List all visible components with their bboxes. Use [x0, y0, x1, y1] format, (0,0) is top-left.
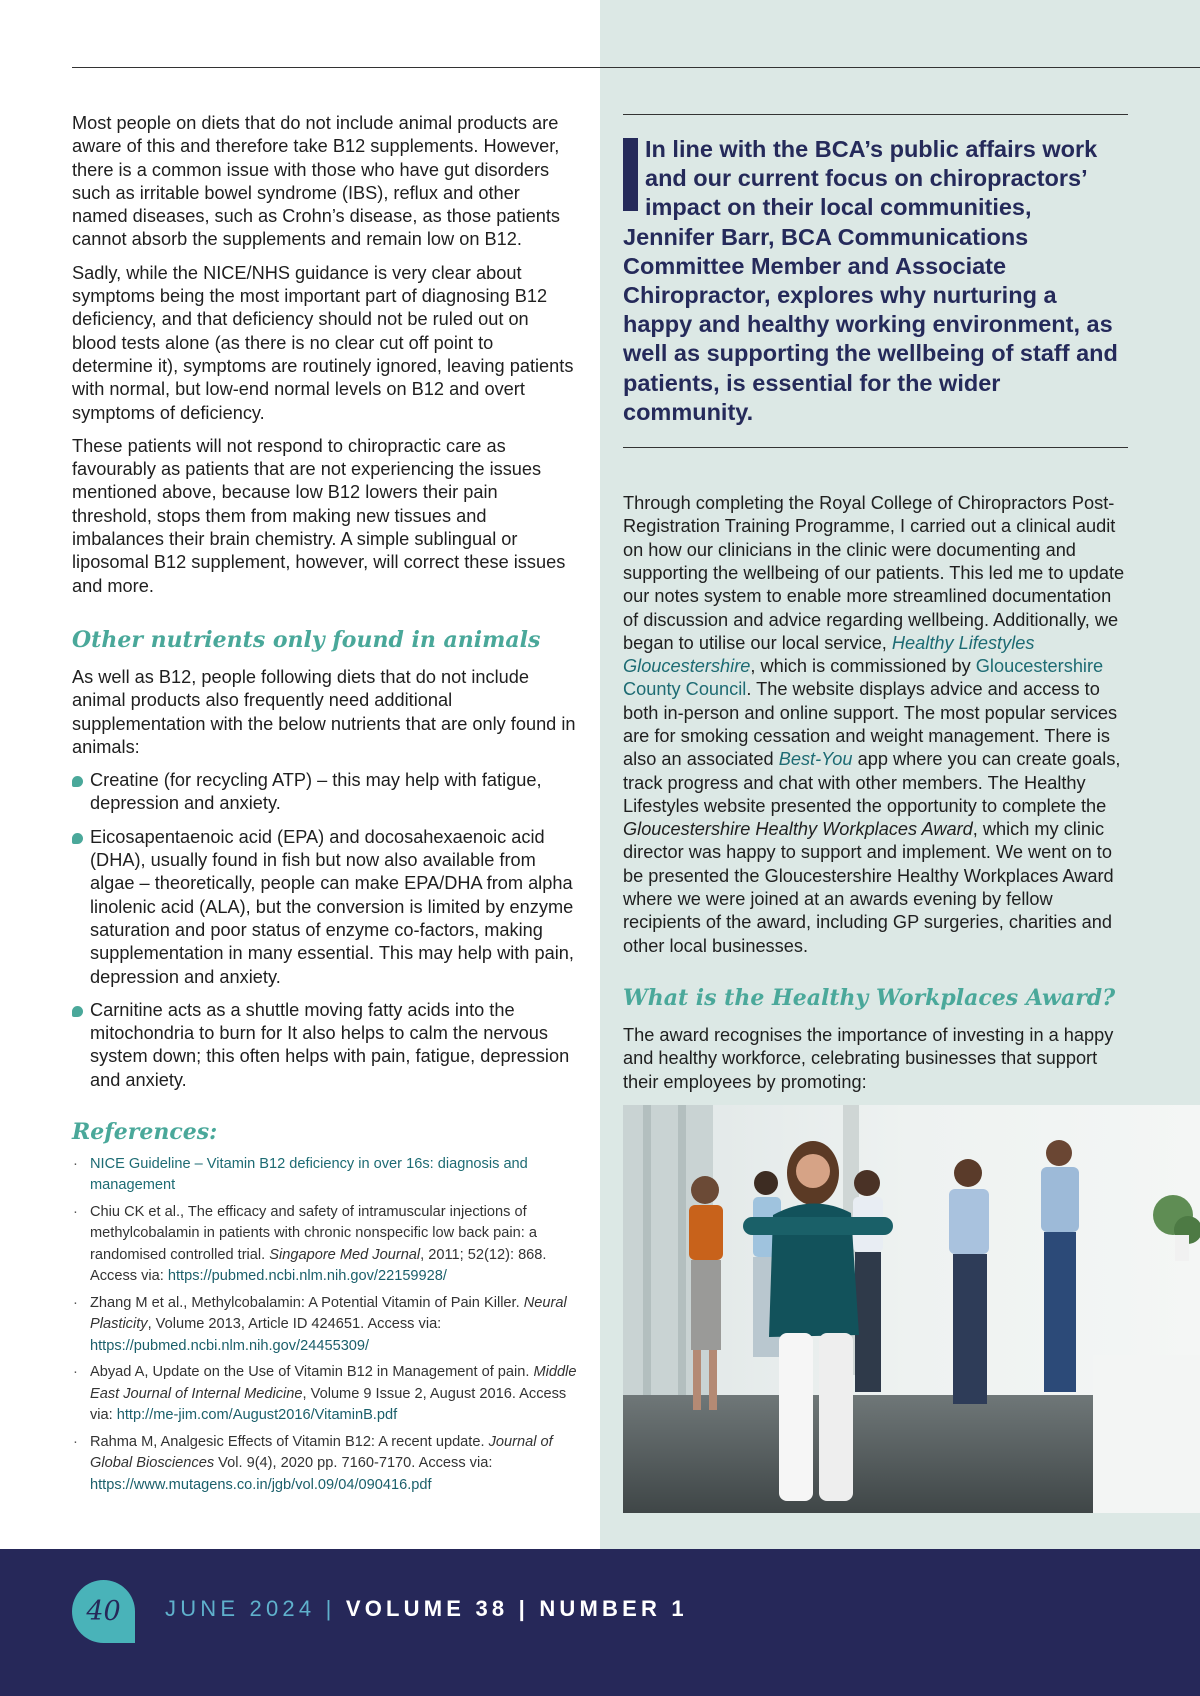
list-item	[72, 999, 577, 1092]
award-name: Gloucestershire Healthy Workplaces Award	[623, 819, 973, 840]
paragraph-other-nutrients: As well as B12, people following diets that do not include animal products also frequently need additional supplementation with the below nutrients that are only found in animals:	[72, 666, 576, 757]
drop-cap-bar	[623, 138, 638, 211]
middot-icon: ·	[73, 1433, 78, 1450]
paragraph-nice-guidance: Sadly, while the NICE/NHS guidance is very clear about symptoms being the most important part of diagnosing B12 deficiency, and that deficiency should not be ruled out on blood tests alone (as there is no clear cut off point to determine it), symptoms are routinely ignored, leaving patients with normal, but low-end normal levels on B12 and overt symptoms of deficiency.	[72, 262, 574, 423]
paragraph-award: The award recognises the importance of investing in a happy and healthy workforce, celebrating businesses that support their employees by promoting:	[623, 1024, 1114, 1092]
link-best-you[interactable]: Best-You	[778, 749, 853, 770]
reference-text: Rahma M, Analgesic Effects of Vitamin B12: A recent update.	[90, 1433, 489, 1450]
lede-rule-top	[623, 114, 1128, 115]
issue-separator: |	[315, 1596, 346, 1621]
top-rule	[72, 67, 1200, 68]
reference-journal: Singapore Med Journal	[269, 1246, 421, 1263]
heading-other-nutrients: Other nutrients only found in animals	[72, 626, 541, 653]
reference-text: , Volume 9 Issue 2, August 2016. Access via:	[90, 1385, 567, 1424]
reference-text: , 2011; 52(12): 868. Access via:	[90, 1246, 547, 1285]
list-item-text: Carnitine acts as a shuttle moving fatty acids into the mitochondria to burn for It also helps to calm the nervous system down; this often helps with pain, fatigue, depression and anxiety.	[90, 999, 570, 1090]
standfirst-text: In line with the BCA’s public affairs work and our current focus on chiropractors’ impact on their local communities, Jennifer Barr, BCA Communications Committee Member and Associate Chiropractor, explores why nurturing a happy and healthy working environment, as well as supporting the wellbeing of staff and patients, is essential for the wider community.	[623, 136, 1118, 425]
reference-link-nice[interactable]: NICE Guideline – Vitamin B12 deficiency in over 16s: diagnosis and management	[90, 1155, 528, 1194]
bullet-icon	[72, 776, 83, 787]
link-healthy-lifestyles[interactable]: Healthy Lifestyles Gloucestershire	[623, 632, 1035, 677]
reference-journal: Journal of Global Biosciences	[90, 1433, 553, 1472]
reference-text: , Volume 2013, Article ID 424651. Access via:	[147, 1316, 442, 1333]
list-item	[72, 826, 577, 989]
page-number: 40	[86, 1596, 121, 1627]
reference-url[interactable]: https://pubmed.ncbi.nlm.nih.gov/22159928/	[167, 1268, 447, 1285]
link-county-council[interactable]: Gloucestershire County Council	[623, 656, 1104, 700]
bullet-icon	[72, 1006, 83, 1017]
reference-text: Chiu CK et al., The efficacy and safety of intramuscular injections of methylcobalamin in patients with chronic nonspecific low back pain: a randomised controlled trial.	[90, 1203, 537, 1263]
reference-url[interactable]: http://me-jim.com/August2016/VitaminB.pdf	[116, 1407, 398, 1424]
list-item-text: Creatine (for recycling ATP) – this may help with fatigue, depression and anxiety.	[90, 770, 542, 814]
body-text: Through completing the Royal College of Chiropractors Post-Registration Training Programme, I carried out a clinical audit on how our clinicians in the clinic were documenting and supporting the wellbeing of our patients. This led me to update our notes system to enable more streamlined documentation of discussion and advice regarding wellbeing. Additionally, we began to utilise our local service,	[623, 493, 1125, 653]
middot-icon: ·	[73, 1155, 78, 1172]
heading-healthy-workplaces: What is the Healthy Workplaces Award?	[623, 984, 1116, 1011]
references-heading: References:	[72, 1118, 218, 1145]
office-stretching-photo	[623, 1105, 1200, 1513]
reference-item	[72, 1154, 577, 1197]
middot-icon: ·	[73, 1203, 78, 1220]
references-list	[72, 1154, 577, 1497]
issue-date: JUNE 2024	[165, 1596, 316, 1621]
list-item-text: Eicosapentaenoic acid (EPA) and docosahexaenoic acid (DHA), usually found in fish but now also available from algae – theoretically, people can make EPA/DHA from alpha linolenic acid (ALA), but the conversion is limited by enzyme saturation and poor status of enzyme co-factors, making supplementation in many essential. This may help with pain, depression and anxiety.	[90, 826, 574, 987]
reference-journal: Middle East Journal of Internal Medicine	[90, 1364, 577, 1402]
reference-url[interactable]: https://www.mutagens.co.in/jgb/vol.09/04/090416.pdf	[90, 1476, 432, 1493]
nutrient-list	[72, 769, 577, 1092]
body-text: , which my clinic director was happy to support and implement. We went on to be presented the Gloucestershire Healthy Workplaces Award where we were joined at an awards evening by fellow recipients of the award, including GP surgeries, charities and other local businesses.	[623, 819, 1114, 956]
bullet-icon	[72, 833, 83, 844]
standfirst	[623, 135, 1128, 427]
photo-illustration	[623, 1105, 1200, 1513]
right-column	[623, 114, 1128, 1104]
body-text: . The website displays advice and access to both in-person and online support. The most popular services are for smoking cessation and weight management. There is also an associated	[623, 679, 1118, 770]
page-footer	[0, 1549, 1200, 1696]
list-item	[72, 769, 577, 816]
left-column	[72, 112, 577, 1501]
reference-item	[72, 1293, 577, 1358]
reference-item	[72, 1202, 577, 1288]
paragraph-clinical-audit	[623, 492, 1128, 958]
reference-text: Abyad A, Update on the Use of Vitamin B12 in Management of pain.	[90, 1364, 534, 1381]
reference-journal: Neural Plasticity	[90, 1294, 567, 1333]
lede-rule-bottom	[623, 447, 1128, 448]
page-number-badge	[72, 1580, 135, 1643]
reference-url[interactable]: https://pubmed.ncbi.nlm.nih.gov/24455309/	[90, 1337, 370, 1354]
middot-icon: ·	[73, 1364, 78, 1381]
paragraph-b12-supplements: Most people on diets that do not include animal products are aware of this and therefore take B12 supplements. However, there is a common issue with those who have gut disorders such as irritable bowel syndrome (IBS), reflux and other named diseases, such as Crohn’s disease, as those patients cannot absorb the supplements and remain low on B12.	[72, 113, 560, 250]
paragraph-chiropractic-response: These patients will not respond to chiropractic care as favourably as patients that are not experiencing the issues mentioned above, because low B12 lowers their pain threshold, stops them from making new tissues and imbalances their brain chemistry. A simple sublingual or liposomal B12 supplement, however, will correct these issues and more.	[72, 435, 566, 596]
reference-text: Vol. 9(4), 2020 pp. 7160-7170. Access via:	[214, 1455, 493, 1472]
reference-item	[72, 1432, 577, 1497]
body-text: , which is commissioned by	[750, 656, 976, 677]
body-text: app where you can create goals, track progress and chat with other members. The Healthy Lifestyles website presented the opportunity to complete the	[623, 749, 1121, 816]
middot-icon: ·	[73, 1294, 78, 1311]
issue-volume: VOLUME 38 | NUMBER 1	[345, 1596, 688, 1621]
reference-text: Zhang M et al., Methylcobalamin: A Potential Vitamin of Pain Killer.	[90, 1294, 524, 1311]
reference-item	[72, 1362, 577, 1427]
issue-line	[165, 1596, 688, 1622]
